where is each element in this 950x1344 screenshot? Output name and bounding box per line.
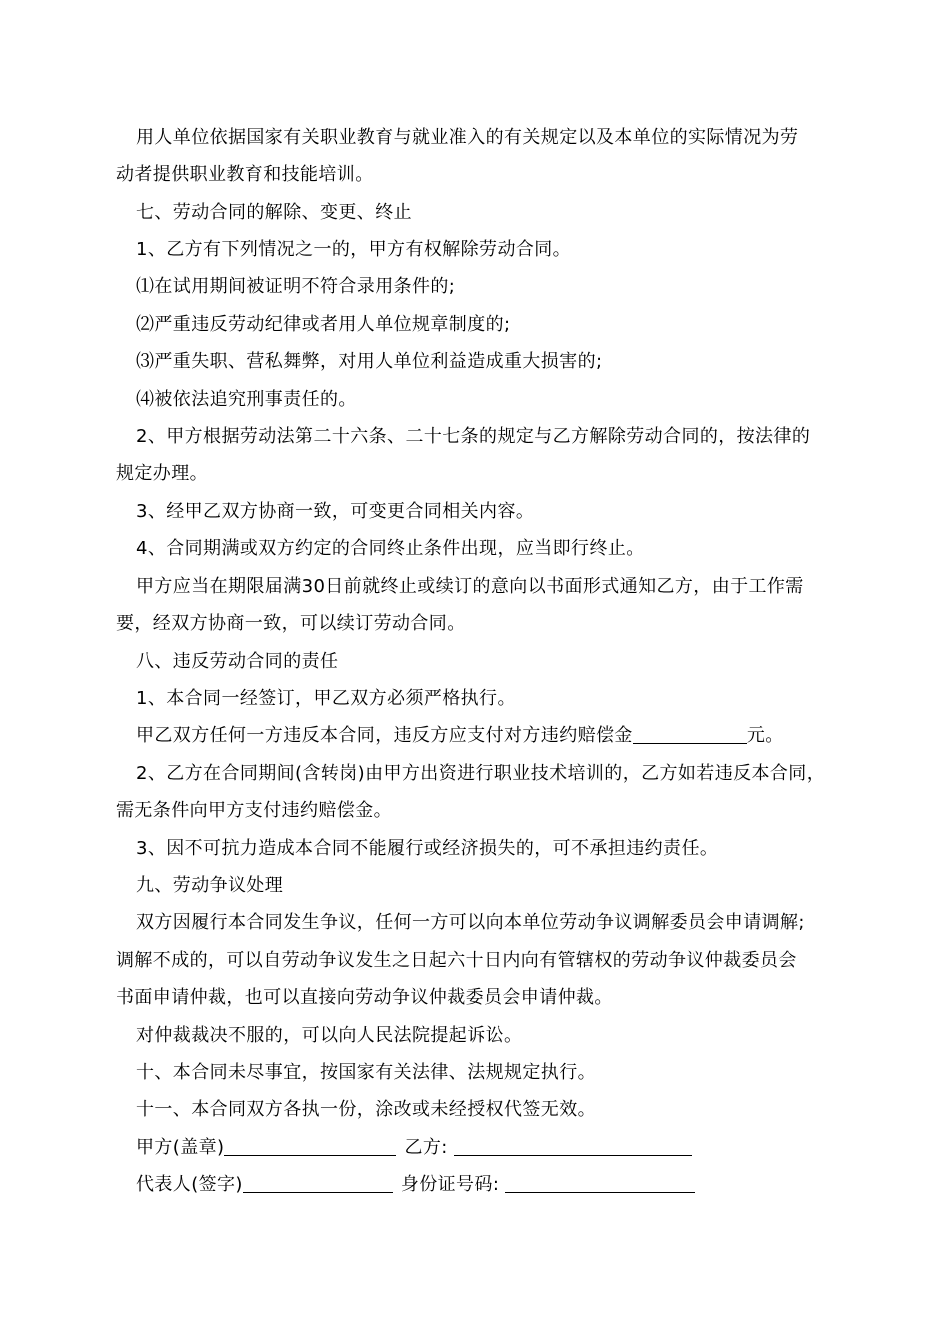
paragraph-line: 调解不成的，可以自劳动争议发生之日起六十日内向有管辖权的劳动争议仲裁委员会	[116, 950, 797, 971]
clause: 1、本合同一经签订，甲乙双方必须严格执行。	[136, 688, 516, 709]
section-heading: 九、劳动争议处理	[136, 875, 284, 896]
sub-clause: ⑷被依法追究刑事责任的。	[136, 389, 357, 410]
party-b-label: 乙方:	[404, 1137, 448, 1158]
clause: 1、乙方有下列情况之一的，甲方有权解除劳动合同。	[136, 239, 572, 260]
clause: 2、乙方在合同期间(含转岗)由甲方出资进行职业技术培训的，乙方如若违反本合同，	[136, 763, 826, 784]
paragraph-line: 要，经双方协商一致，可以续订劳动合同。	[116, 613, 466, 634]
sub-clause: ⑵严重违反劳动纪律或者用人单位规章制度的;	[136, 314, 511, 335]
penalty-text: 甲乙双方任何一方违反本合同，违反方应支付对方违约赔偿金	[136, 725, 633, 746]
paragraph-line: 双方因履行本合同发生争议，任何一方可以向本单位劳动争议调解委员会申请调解;	[136, 912, 805, 933]
section-heading: 十、本合同未尽事宜，按国家有关法律、法规规定执行。	[136, 1062, 596, 1083]
section-heading: 八、违反劳动合同的责任	[136, 651, 339, 672]
penalty-amount-blank[interactable]	[633, 725, 747, 744]
id-number-label: 身份证号码:	[400, 1174, 500, 1195]
clause: 4、合同期满或双方约定的合同终止条件出现，应当即行终止。	[136, 538, 645, 559]
representative-label: 代表人(签字)	[136, 1174, 243, 1195]
clause: 3、因不可抗力造成本合同不能履行或经济损失的，可不承担违约责任。	[136, 838, 719, 859]
id-number-blank[interactable]	[505, 1174, 695, 1193]
paragraph-line: 对仲裁裁决不服的，可以向人民法院提起诉讼。	[136, 1025, 523, 1046]
paragraph-line: 用人单位依据国家有关职业教育与就业准入的有关规定以及本单位的实际情况为劳	[136, 127, 799, 148]
party-b-blank[interactable]	[454, 1137, 692, 1156]
paragraph-line: 甲方应当在期限届满30日前就终止或续订的意向以书面形式通知乙方，由于工作需	[136, 576, 804, 597]
clause: 2、甲方根据劳动法第二十六条、二十七条的规定与乙方解除劳动合同的，按法律的	[136, 426, 811, 447]
clause: 3、经甲乙双方协商一致，可变更合同相关内容。	[136, 501, 535, 522]
penalty-line	[0, 724, 950, 748]
representative-signature-blank[interactable]	[243, 1174, 393, 1193]
signature-row-parties	[0, 1136, 950, 1160]
paragraph-line: 书面申请仲裁，也可以直接向劳动争议仲裁委员会申请仲裁。	[116, 987, 613, 1008]
paragraph-line: 动者提供职业教育和技能培训。	[116, 164, 374, 185]
party-a-seal-blank[interactable]	[224, 1137, 396, 1156]
clause-continuation: 需无条件向甲方支付违约赔偿金。	[116, 800, 392, 821]
section-heading: 七、劳动合同的解除、变更、终止	[136, 202, 412, 223]
penalty-unit: 元。	[746, 725, 784, 746]
signature-row-representative	[0, 1173, 950, 1197]
party-a-label: 甲方(盖章)	[136, 1137, 225, 1158]
section-heading: 十一、本合同双方各执一份，涂改或未经授权代签无效。	[136, 1099, 596, 1120]
sub-clause: ⑴在试用期间被证明不符合录用条件的;	[136, 276, 456, 297]
sub-clause: ⑶严重失职、营私舞弊，对用人单位利益造成重大损害的;	[136, 351, 603, 372]
clause-continuation: 规定办理。	[116, 463, 208, 484]
